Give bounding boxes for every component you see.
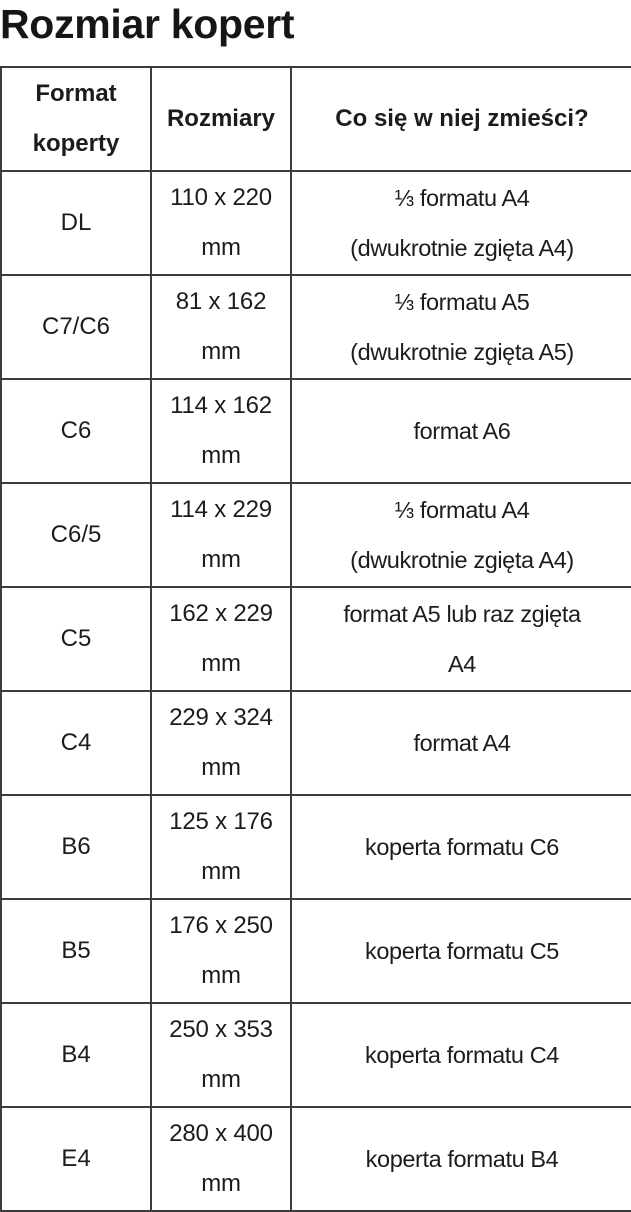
header-size: Rozmiary: [151, 67, 291, 171]
cell-format: B4: [1, 1003, 151, 1107]
cell-content-line1: koperta formatu C6: [365, 834, 559, 860]
cell-content-line1: ⅓ formatu A4: [394, 497, 530, 523]
cell-size: 110 x 220 mm: [151, 171, 291, 275]
cell-content-line1: format A6: [413, 418, 511, 444]
cell-content-line2: A4: [448, 651, 476, 677]
table-body: [1, 171, 631, 1211]
cell-content-line1: format A4: [413, 730, 511, 756]
table-row: [1, 1107, 631, 1211]
table-row: [1, 275, 631, 379]
cell-content: [291, 587, 631, 691]
cell-size: 176 x 250 mm: [151, 899, 291, 1003]
cell-size: 280 x 400 mm: [151, 1107, 291, 1211]
cell-size: 125 x 176 mm: [151, 795, 291, 899]
cell-content-line2: (dwukrotnie zgięta A4): [350, 235, 574, 261]
cell-content: [291, 379, 631, 483]
page-title: Rozmiar kopert: [0, 1, 295, 47]
cell-content-line1: format A5 lub raz zgięta: [343, 601, 581, 627]
cell-format: C7/C6: [1, 275, 151, 379]
cell-size: 114 x 162 mm: [151, 379, 291, 483]
cell-size: 229 x 324 mm: [151, 691, 291, 795]
cell-format: C6/5: [1, 483, 151, 587]
cell-content: [291, 1003, 631, 1107]
cell-content-line1: koperta formatu C5: [365, 938, 559, 964]
cell-format: B5: [1, 899, 151, 1003]
cell-size: 114 x 229 mm: [151, 483, 291, 587]
table-row: [1, 483, 631, 587]
cell-content: [291, 691, 631, 795]
cell-content-line2: (dwukrotnie zgięta A4): [350, 547, 574, 573]
cell-size: 250 x 353 mm: [151, 1003, 291, 1107]
cell-content-line1: koperta formatu C4: [365, 1042, 559, 1068]
cell-size: 162 x 229 mm: [151, 587, 291, 691]
cell-format: C6: [1, 379, 151, 483]
cell-format: B6: [1, 795, 151, 899]
header-format: [1, 67, 151, 171]
cell-format: DL: [1, 171, 151, 275]
cell-content-line2: (dwukrotnie zgięta A5): [350, 339, 574, 365]
header-format-label: Format koperty: [32, 80, 120, 157]
table-row: [1, 691, 631, 795]
cell-content-line1: ⅓ formatu A4: [394, 185, 530, 211]
envelope-sizes-table: [0, 66, 631, 1212]
cell-content-line1: koperta formatu B4: [365, 1146, 559, 1172]
table-row: [1, 795, 631, 899]
table-header-row: [1, 67, 631, 171]
table-row: [1, 1003, 631, 1107]
cell-content: [291, 795, 631, 899]
table-row: [1, 171, 631, 275]
table-row: [1, 899, 631, 1003]
table-row: [1, 587, 631, 691]
cell-content-line1: ⅓ formatu A5: [394, 289, 530, 315]
cell-format: E4: [1, 1107, 151, 1211]
table-row: [1, 379, 631, 483]
cell-content: [291, 899, 631, 1003]
cell-content: [291, 171, 631, 275]
cell-format: C4: [1, 691, 151, 795]
header-content: Co się w niej zmieści?: [291, 67, 631, 171]
cell-content: [291, 483, 631, 587]
cell-size: 81 x 162 mm: [151, 275, 291, 379]
cell-content: [291, 275, 631, 379]
cell-format: C5: [1, 587, 151, 691]
cell-content: [291, 1107, 631, 1211]
